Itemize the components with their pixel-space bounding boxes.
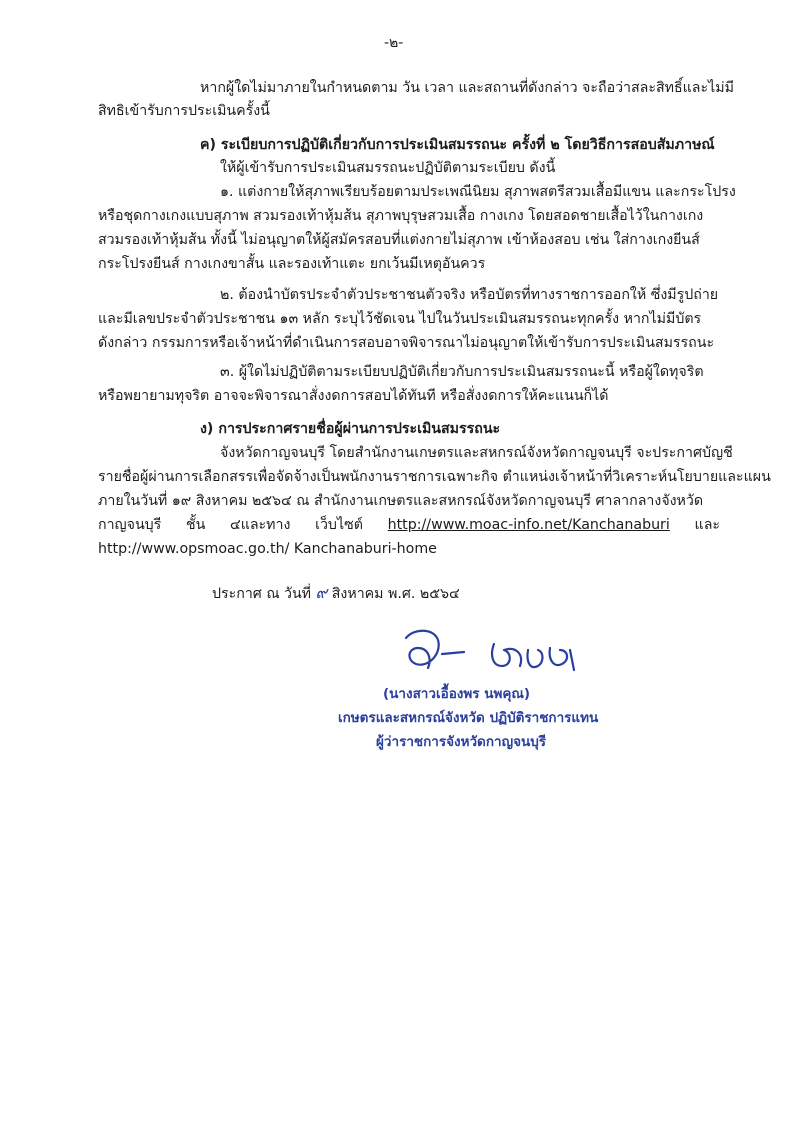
intro-line-1: หากผู้ใดไม่มาภายในกำหนดตาม วัน เวลา และสถานที่ดังกล่าว จะถือว่าสละสิทธิ์และไม่มี [200, 80, 734, 96]
announce-day: ๙ [315, 583, 328, 602]
section-c-lead: ให้ผู้เข้ารับการประเมินสมรรถนะปฏิบัติตามระเบียบ ดังนี้ [220, 160, 556, 176]
item1-line-4: กระโปรงยีนส์ กางเกงขาสั้น และรองเท้าแตะ ยกเว้นมีเหตุอันควร [98, 256, 486, 272]
section-d-heading: ง) การประกาศรายชื่อผู้ผ่านการประเมินสมรรถนะ [200, 421, 501, 437]
item1-line-3: สวมรองเท้าหุ้มส้น ทั้งนี้ ไม่อนุญาตให้ผู้สมัครสอบที่แต่งกายไม่สุภาพ เข้าห้องสอบ เช่น ใส่กางเกงยีนส์ [98, 232, 700, 248]
line4-prefix: กาญจนบุรี ชั้น ๔และทาง เว็บไซต์ [98, 517, 363, 533]
page-number: -๒- [384, 35, 404, 51]
announce-prefix: ประกาศ ณ วันที่ [212, 586, 312, 602]
announce-suffix: สิงหาคม พ.ศ. ๒๕๖๔ [331, 586, 460, 602]
item2-line-2: และมีเลขประจำตัวประชาชน ๑๓ หลัก ระบุไว้ชัดเจน ไปในวันประเมินสมรรถนะทุกครั้ง หากไม่มีบัตร [98, 311, 702, 327]
item3-line-2: หรือพยายามทุจริต อาจจะพิจารณาสั่งงดการสอบได้ทันที หรือสั่งงดการให้คะแนนก็ได้ [98, 388, 609, 404]
line4-suffix: และ [694, 517, 721, 533]
item2-line-3: ดังกล่าว กรรมการหรือเจ้าหน้าที่ดำเนินการสอบอาจพิจารณาไม่อนุญาตให้เข้ารับการประเมินสมรรถนะ [98, 335, 715, 351]
item2-line-1: ๒. ต้องนำบัตรประจำตัวประชาชนตัวจริง หรือบัตรที่ทางราชการออกให้ ซึ่งมีรูปถ่าย [220, 287, 719, 303]
item1-line-2: หรือชุดกางเกงแบบสุภาพ สวมรองเท้าหุ้มส้น สุภาพบุรุษสวมเสื้อ กางเกง โดยสอดชายเสื้อไว้ในกางเกง [98, 208, 704, 224]
section-d-line-4 [98, 515, 720, 535]
signer-name: (นางสาวเอื้องพร นพคุณ) [383, 686, 531, 702]
section-c-heading: ค) ระเบียบการปฏิบัติเกี่ยวกับการประเมินสมรรถนะ ครั้งที่ ๒ โดยวิธีการสอบสัมภาษณ์ [200, 137, 715, 153]
handwritten-signature [398, 620, 588, 682]
signer-position-1: เกษตรและสหกรณ์จังหวัด ปฏิบัติราชการแทน [338, 710, 599, 726]
opsmoac-link-line[interactable]: http://www.opsmoac.go.th/ Kanchanaburi-home [98, 541, 437, 557]
signer-position-2: ผู้ว่าราชการจังหวัดกาญจนบุรี [376, 734, 547, 750]
section-d-line-1: จังหวัดกาญจนบุรี โดยสำนักงานเกษตรและสหกรณ์จังหวัดกาญจนบุรี จะประกาศบัญชี [220, 445, 733, 461]
section-d-line-3: ภายในวันที่ ๑๙ สิงหาคม ๒๕๖๔ ณ สำนักงานเกษตรและสหกรณ์จังหวัดกาญจนบุรี ศาลากลางจังหวัด [98, 493, 704, 509]
item1-line-1: ๑. แต่งกายให้สุภาพเรียบร้อยตามประเพณีนิยม สุภาพสตรีสวมเสื้อมีแขน และกระโปรง [220, 184, 736, 200]
section-d-line-2: รายชื่อผู้ผ่านการเลือกสรรเพื่อจัดจ้างเป็นพนักงานราชการเฉพาะกิจ ตำแหน่งเจ้าหน้าที่วิเคราะห์นโยบายและแผน [98, 469, 771, 485]
intro-line-2: สิทธิเข้ารับการประเมินครั้งนี้ [98, 103, 270, 119]
item3-line-1: ๓. ผู้ใดไม่ปฏิบัติตามระเบียบปฏิบัติเกี่ยวกับการประเมินสมรรถนะนี้ หรือผู้ใดทุจริต [220, 364, 704, 380]
announce-date [212, 583, 460, 604]
moac-info-link[interactable]: http://www.moac-info.net/Kanchanaburi [387, 517, 670, 533]
